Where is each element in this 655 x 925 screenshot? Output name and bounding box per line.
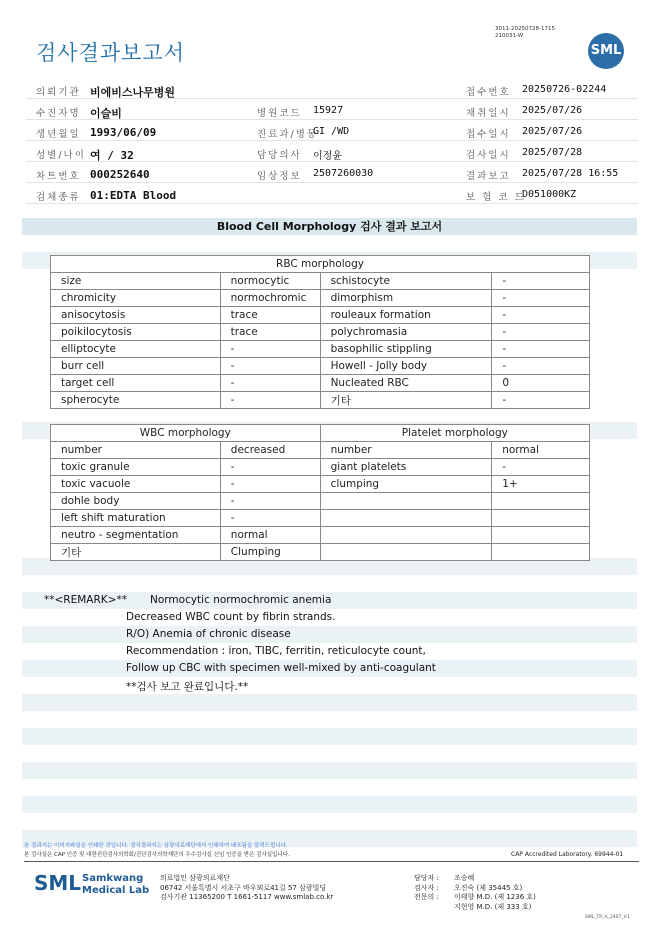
finding-name-cell xyxy=(320,510,492,527)
platelet-header: Platelet morphology xyxy=(320,425,589,442)
table-row xyxy=(51,442,590,459)
info-label: 성별/나이 xyxy=(36,150,86,161)
info-row xyxy=(26,184,638,204)
staff-name: 오진숙 (제 35445 호) xyxy=(454,883,523,892)
document-id-line1: 3011-20250728-1715 xyxy=(495,26,555,32)
remark-line: **검사 보고 완료입니다.** xyxy=(126,681,249,693)
finding-value-cell: Clumping xyxy=(220,544,320,561)
table-row xyxy=(51,341,590,358)
report-title: Blood Cell Morphology 검사 결과 보고서 xyxy=(216,220,443,233)
finding-name-cell xyxy=(320,527,492,544)
info-label: 보 험 코 드 xyxy=(466,192,526,203)
info-value: 이슬비 xyxy=(90,107,122,120)
info-value: 20250726-02244 xyxy=(522,84,607,95)
table-row xyxy=(51,307,590,324)
finding-value-cell: - xyxy=(492,324,590,341)
bg-band xyxy=(22,796,637,813)
table-row xyxy=(51,324,590,341)
info-value: 01:EDTA Blood xyxy=(90,189,177,202)
finding-value-cell: - xyxy=(492,392,590,409)
info-value: 이정윤 xyxy=(313,151,342,162)
info-label: 채취일시 xyxy=(466,108,511,119)
finding-name-cell: Nucleated RBC xyxy=(320,375,492,392)
sml-logo-mark: SML xyxy=(34,871,82,895)
info-row xyxy=(26,100,638,120)
info-value: 2507260030 xyxy=(313,168,374,179)
lab-name: 의료법인 삼광의료재단 xyxy=(160,874,230,882)
finding-name-cell: rouleaux formation xyxy=(320,307,492,324)
wbc-header: WBC morphology xyxy=(51,425,321,442)
staff-role: 검사자 : xyxy=(414,883,439,892)
page-title: 검사결과보고서 xyxy=(36,41,186,65)
info-label: 검체종류 xyxy=(36,192,81,203)
info-value: 비에비스나무병원 xyxy=(90,86,176,99)
form-code: SML_TR_A_2407_V1 xyxy=(585,915,630,920)
finding-value-cell: - xyxy=(220,476,320,493)
finding-value-cell: - xyxy=(220,341,320,358)
finding-name-cell: chromicity xyxy=(51,290,221,307)
info-value: GI /WD xyxy=(313,126,350,137)
remark-line: Decreased WBC count by fibrin strands. xyxy=(126,611,336,623)
info-label: 접수번호 xyxy=(466,87,511,98)
staff-signatures xyxy=(414,874,536,912)
table-row xyxy=(51,510,590,527)
document-id xyxy=(495,26,555,40)
info-label: 검사일시 xyxy=(466,150,511,161)
finding-value-cell: - xyxy=(492,358,590,375)
accreditation-notice: 본 검사실은 CAP 인증 및 대한진단검사의학회/진단검사의학재단의 우수검사실 신임 인증을 받은 검사실입니다. xyxy=(24,852,290,858)
staff-role: 담당자 : xyxy=(414,874,439,882)
table-row xyxy=(51,290,590,307)
finding-value-cell: trace xyxy=(220,307,320,324)
info-label: 생년월일 xyxy=(36,129,81,140)
staff-line xyxy=(414,903,536,913)
lab-address xyxy=(160,874,333,903)
finding-value-cell xyxy=(492,510,590,527)
info-label: 결과보고 xyxy=(466,171,511,182)
cap-accreditation: CAP Accredited Laboratory. 69944-01 xyxy=(511,851,624,858)
finding-name-cell: giant platelets xyxy=(320,459,492,476)
finding-value-cell: normochromic xyxy=(220,290,320,307)
finding-name-cell: number xyxy=(51,442,221,459)
finding-value-cell: - xyxy=(220,459,320,476)
finding-value-cell: normocytic xyxy=(220,273,320,290)
finding-name-cell: anisocytosis xyxy=(51,307,221,324)
logo-line2: Medical Lab xyxy=(82,885,150,896)
remark-line: Recommendation : iron, TIBC, ferritin, reticulocyte count, xyxy=(126,645,426,657)
finding-name-cell: dohle body xyxy=(51,493,221,510)
bg-band xyxy=(22,728,637,745)
info-value: 2025/07/28 xyxy=(522,147,583,158)
finding-value-cell: - xyxy=(492,273,590,290)
finding-name-cell: elliptocyte xyxy=(51,341,221,358)
finding-name-cell: 기타 xyxy=(320,392,492,409)
finding-value-cell: - xyxy=(220,375,320,392)
finding-name-cell: schistocyte xyxy=(320,273,492,290)
table-header-row xyxy=(51,256,590,273)
finding-name-cell: 기타 xyxy=(51,544,221,561)
finding-value-cell: 1+ xyxy=(492,476,590,493)
info-label: 의뢰기관 xyxy=(36,87,81,98)
logo-line1: Samkwang xyxy=(82,873,144,884)
table-row xyxy=(51,476,590,493)
bg-band xyxy=(22,626,637,643)
finding-value-cell: normal xyxy=(492,442,590,459)
finding-name-cell: number xyxy=(320,442,492,459)
bg-band xyxy=(22,762,637,779)
info-label: 진료과/병동 xyxy=(257,129,319,140)
staff-name: 지현영 M.D. (제 333 호) xyxy=(454,902,532,911)
staff-name: 이태향 M.D. (제 1236 호) xyxy=(454,893,536,901)
remark-line: Normocytic normochromic anemia xyxy=(150,594,332,606)
rbc-header: RBC morphology xyxy=(51,256,590,273)
remark-line: R/O) Anemia of chronic disease xyxy=(126,628,291,640)
staff-name: 조승혜 xyxy=(454,874,475,882)
finding-name-cell: poikilocytosis xyxy=(51,324,221,341)
finding-value-cell: 0 xyxy=(492,375,590,392)
staff-role: 전문의 : xyxy=(414,893,439,901)
finding-value-cell: - xyxy=(492,307,590,324)
table-row xyxy=(51,459,590,476)
finding-value-cell: - xyxy=(220,392,320,409)
finding-name-cell: toxic vacuole xyxy=(51,476,221,493)
info-value: D051000KZ xyxy=(522,189,577,200)
info-label: 임상정보 xyxy=(257,171,302,182)
lab-street: 06742 서울특별시 서초구 바우뫼로41길 57 삼광빌딩 xyxy=(160,883,327,892)
table-row xyxy=(51,375,590,392)
finding-value-cell: - xyxy=(492,341,590,358)
finding-value-cell: trace xyxy=(220,324,320,341)
finding-name-cell: burr cell xyxy=(51,358,221,375)
finding-value-cell xyxy=(492,544,590,561)
info-label: 병원코드 xyxy=(257,108,302,119)
finding-value-cell: - xyxy=(220,358,320,375)
finding-name-cell: neutro - segmentation xyxy=(51,527,221,544)
remark-label: **<REMARK>** xyxy=(44,594,127,606)
finding-value-cell: - xyxy=(220,510,320,527)
table-row xyxy=(51,392,590,409)
print-notice: 본 결과지는 이미지파일을 인쇄한 것입니다. 정식결과지는 삼광의료재단에서 인쇄하여 배포됨을 알려드립니다. xyxy=(24,843,288,849)
info-value: 2025/07/28 16:55 xyxy=(522,168,619,179)
finding-name-cell: size xyxy=(51,273,221,290)
bg-band xyxy=(22,694,637,711)
finding-value-cell: - xyxy=(220,493,320,510)
table-header-row xyxy=(51,425,590,442)
finding-name-cell: target cell xyxy=(51,375,221,392)
info-value: 2025/07/26 xyxy=(522,105,583,116)
finding-name-cell: polychromasia xyxy=(320,324,492,341)
rbc-morphology-table xyxy=(50,255,590,409)
table-row xyxy=(51,358,590,375)
finding-value-cell: normal xyxy=(220,527,320,544)
info-value: 2025/07/26 xyxy=(522,126,583,137)
table-row xyxy=(51,273,590,290)
info-label: 접수일시 xyxy=(466,129,511,140)
info-value: 15927 xyxy=(313,105,344,116)
sml-logo-badge: SML xyxy=(588,33,624,69)
finding-name-cell: toxic granule xyxy=(51,459,221,476)
table-row xyxy=(51,493,590,510)
finding-value-cell: decreased xyxy=(220,442,320,459)
finding-name-cell: left shift maturation xyxy=(51,510,221,527)
info-label: 차트번호 xyxy=(36,171,81,182)
finding-name-cell xyxy=(320,544,492,561)
finding-value-cell xyxy=(492,493,590,510)
table-row xyxy=(51,544,590,561)
remark-line: Follow up CBC with specimen well-mixed by anti-coagulant xyxy=(126,662,436,674)
finding-name-cell: Howell - Jolly body xyxy=(320,358,492,375)
finding-name-cell: spherocyte xyxy=(51,392,221,409)
footer-divider xyxy=(24,861,639,862)
info-label: 담당의사 xyxy=(257,150,302,161)
finding-value-cell xyxy=(492,527,590,544)
logo-text xyxy=(82,873,149,897)
finding-name-cell: dimorphism xyxy=(320,290,492,307)
info-value: 000252640 xyxy=(90,168,150,181)
finding-name-cell: basophilic stippling xyxy=(320,341,492,358)
info-row xyxy=(26,142,638,162)
info-label: 수진자명 xyxy=(36,108,81,119)
info-row xyxy=(26,163,638,183)
info-value: 1993/06/09 xyxy=(90,126,157,139)
finding-value-cell: - xyxy=(492,290,590,307)
lab-contact: 검사기관 11365200 T 1661-5117 www.smlab.co.kr xyxy=(160,893,334,901)
info-row xyxy=(26,79,638,99)
table-row xyxy=(51,527,590,544)
document-id-line2: 210031-W xyxy=(495,33,524,39)
staff-line xyxy=(414,893,536,903)
info-row xyxy=(26,121,638,141)
staff-line xyxy=(414,884,536,894)
wbc-platelet-morphology-table xyxy=(50,424,590,561)
staff-line xyxy=(414,874,536,884)
info-value: 여 / 32 xyxy=(90,149,134,162)
finding-name-cell: clumping xyxy=(320,476,492,493)
finding-name-cell xyxy=(320,493,492,510)
finding-value-cell: - xyxy=(492,459,590,476)
